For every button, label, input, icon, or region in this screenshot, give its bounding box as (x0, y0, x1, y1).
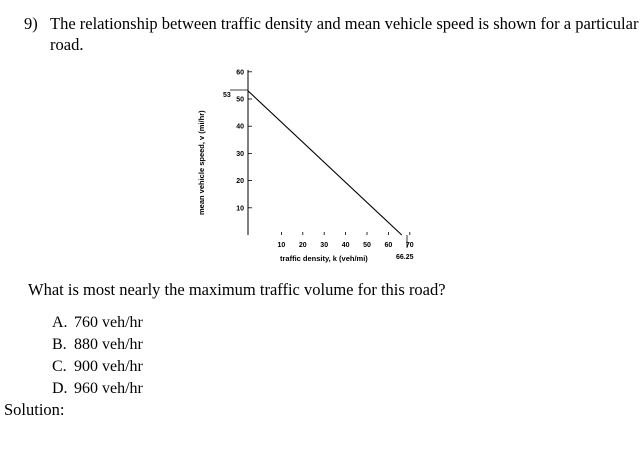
choice-a-text: 760 veh/hr (74, 314, 143, 331)
x-intercept-label: 66.25 (396, 254, 414, 261)
choice-b (52, 334, 143, 356)
y-tick-label-40: 40 (236, 123, 244, 131)
y-tick-label-50: 50 (236, 96, 244, 104)
choice-d-text: 960 veh/hr (74, 380, 143, 397)
choice-b-text: 880 veh/hr (74, 336, 143, 353)
choice-a (52, 312, 143, 334)
y-tick-label-20: 20 (236, 178, 244, 186)
x-axis-ticks (278, 232, 414, 249)
x-tick-label-60: 60 (384, 242, 393, 249)
x-tick-label-30: 30 (320, 242, 329, 249)
y-tick-label-30: 30 (236, 150, 244, 158)
choice-d (52, 378, 143, 400)
question-text: What is most nearly the maximum traffic volume for this road? (28, 280, 446, 299)
choice-d-letter: D. (52, 380, 68, 397)
choice-c-letter: C. (52, 358, 67, 375)
x-tick-label-40: 40 (341, 242, 350, 249)
problem-statement-line1 (24, 14, 638, 34)
problem-number: 9) (24, 14, 38, 33)
problem-text-line1: The relationship between traffic density and mean vehicle speed is shown for a particular (50, 14, 639, 33)
series-line-speed-density (248, 91, 402, 235)
x-tick-label-10: 10 (277, 242, 286, 249)
choice-a-letter: A. (52, 314, 68, 331)
answer-choices (52, 312, 143, 400)
x-axis-label: traffic density, k (veh/mi) (280, 254, 368, 263)
y-tick-label-60: 60 (236, 69, 244, 77)
choice-c (52, 356, 143, 378)
y-intercept-label: 53 (223, 92, 231, 99)
solution-label: Solution: (4, 400, 65, 419)
x-tick-label-50: 50 (363, 242, 371, 249)
y-axis-ticks (236, 69, 252, 212)
y-axis-label: mean vehicle speed, v (mi/hr) (197, 110, 206, 215)
series-group (248, 91, 402, 235)
speed-density-chart (190, 60, 440, 270)
problem-text-line2: road. (50, 35, 84, 54)
choice-c-text: 900 veh/hr (74, 358, 143, 375)
x-tick-label-20: 20 (298, 242, 307, 249)
y-tick-label-10: 10 (236, 205, 244, 213)
x-tick-label-70: 70 (405, 242, 414, 249)
choice-b-letter: B. (52, 336, 67, 353)
